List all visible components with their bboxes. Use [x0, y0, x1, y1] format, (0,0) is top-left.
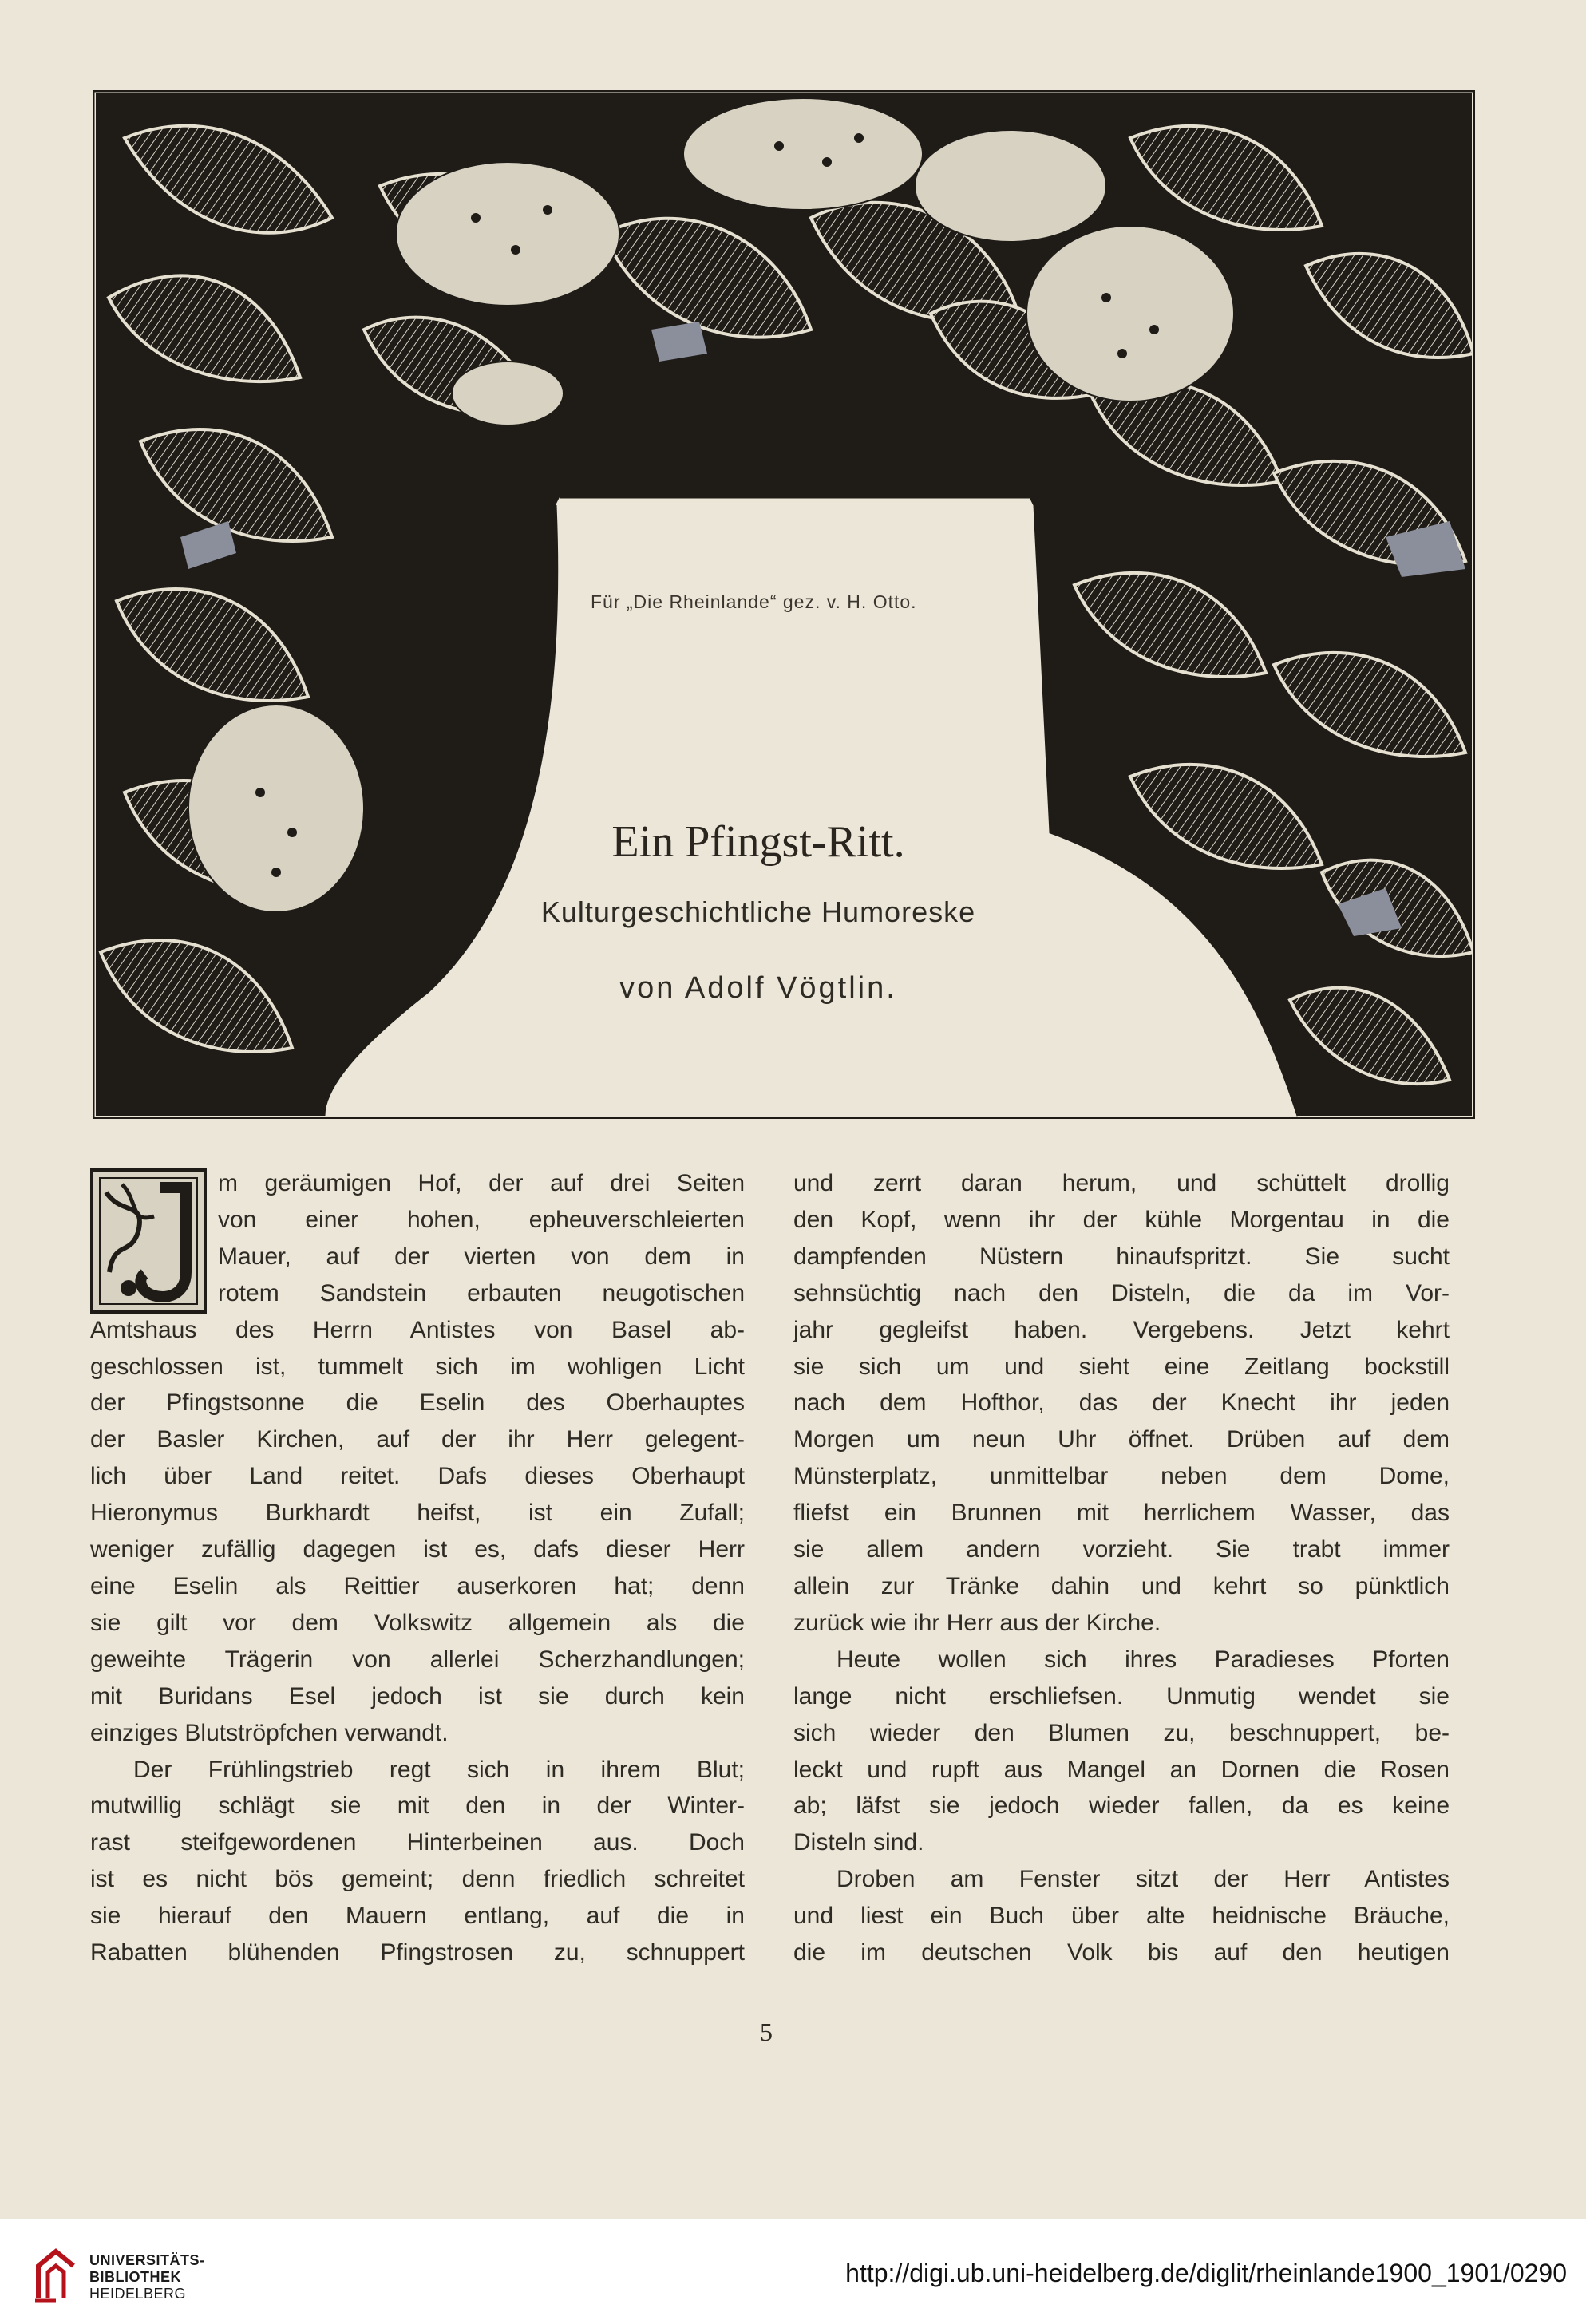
- text-line: leckt und rupft aus Mangel an Dornen die Rosen: [793, 1756, 1450, 1783]
- text-line: fliefst ein Brunnen mit herrlichem Wasser, das: [793, 1500, 1450, 1527]
- library-name-line: BIBLIOTHEK: [89, 2269, 181, 2285]
- library-name-line: UNIVERSITÄTS-: [89, 2252, 205, 2268]
- text-line: nach dem Hofthor, das der Knecht ihr jeden: [793, 1389, 1450, 1417]
- text-line: Mauer, auf der vierten von dem in: [218, 1243, 745, 1270]
- text-line: der Basler Kirchen, auf der ihr Herr gelegent-: [90, 1426, 745, 1453]
- text-line: allein zur Tränke dahin und kehrt so pünktlich: [793, 1572, 1450, 1599]
- text-line: ab; läfst sie jedoch wieder fallen, da es keine: [793, 1792, 1450, 1820]
- page-number: 5: [760, 2018, 773, 2046]
- text-line: rotem Sandstein erbauten neugotischen: [218, 1279, 745, 1306]
- text-line: Der Frühlingstrieb regt sich in ihrem Blut;: [133, 1756, 745, 1783]
- library-name-line: HEIDELBERG: [89, 2286, 187, 2302]
- article-title: Ein Pfingst-Ritt.: [611, 817, 905, 867]
- text-line: geschlossen ist, tummelt sich im wohligen Licht: [90, 1353, 745, 1380]
- text-line: lich über Land reitet. Dafs dieses Oberhaupt: [90, 1463, 745, 1490]
- text-line: weniger zufällig dagegen ist es, dafs dieser Herr: [90, 1536, 745, 1563]
- article-author: von Adolf Vögtlin.: [619, 971, 897, 1005]
- right-text-column: [793, 1165, 1450, 1971]
- text-line: sich wieder den Blumen zu, beschnuppert, be-: [793, 1719, 1450, 1746]
- text-line: zurück wie ihr Herr aus der Kirche.: [793, 1609, 1161, 1636]
- text-line: Rabatten blühenden Pfingstrosen zu, schnuppert: [90, 1939, 745, 1966]
- text-line: Münsterplatz, unmittelbar neben dem Dome,: [793, 1463, 1450, 1490]
- text-line: sie allem andern vorzieht. Sie trabt immer: [793, 1536, 1450, 1563]
- article-subtitle: Kulturgeschichtliche Humoreske: [540, 895, 976, 928]
- text-line: geweihte Trägerin von allerlei Scherzhandlungen;: [90, 1646, 745, 1673]
- source-url-link[interactable]: http://digi.ub.uni-heidelberg.de/diglit/rheinlande1900_1901/0290: [845, 2259, 1567, 2287]
- text-line: mutwillig schlägt sie mit den in der Winter-: [90, 1792, 745, 1820]
- text-line: Heute wollen sich ihres Paradieses Pforten: [837, 1646, 1450, 1673]
- text-line: Droben am Fenster sitzt der Herr Antistes: [837, 1866, 1450, 1893]
- illustration-credit: Für „Die Rheinlande“ gez. v. H. Otto.: [591, 591, 917, 612]
- text-line: einziges Blutströpfchen verwandt.: [90, 1719, 449, 1746]
- text-line: Hieronymus Burkhardt heifst, ist ein Zufall;: [90, 1500, 745, 1527]
- text-line: der Pfingstsonne die Eselin des Oberhauptes: [90, 1389, 745, 1417]
- text-line: ist es nicht bös gemeint; denn friedlich schreitet: [90, 1866, 745, 1893]
- text-line: sie hierauf den Mauern entlang, auf die in: [90, 1903, 745, 1930]
- text-line: Disteln sind.: [793, 1829, 924, 1856]
- text-line: sie gilt vor dem Volkswitz allgemein als die: [90, 1609, 745, 1636]
- text-line: dampfenden Nüstern hinaufspritzt. Sie sucht: [793, 1243, 1450, 1270]
- text-line: jahr gegleifst haben. Vergebens. Jetzt kehrt: [793, 1316, 1450, 1343]
- text-line: und zerrt daran herum, und schüttelt drollig: [793, 1170, 1450, 1196]
- text-line: mit Buridans Esel jedoch ist sie durch kein: [90, 1682, 745, 1709]
- text-line: lange nicht erschliefsen. Unmutig wendet sie: [793, 1682, 1450, 1709]
- library-name: [89, 2252, 205, 2302]
- text-line: sie sich um und sieht eine Zeitlang bockstill: [793, 1353, 1450, 1380]
- text-line: rast steifgewordenen Hinterbeinen aus. Doch: [90, 1829, 745, 1856]
- text-line: sehnsüchtig nach den Disteln, die da im Vor-: [793, 1279, 1450, 1306]
- text-line: m geräumigen Hof, der auf drei Seiten: [218, 1170, 745, 1196]
- left-text-column: [90, 1165, 745, 1971]
- text-line: von einer hohen, epheuverschleierten: [218, 1206, 745, 1233]
- text-line: die im deutschen Volk bis auf den heutigen: [793, 1939, 1450, 1966]
- university-library-logo-icon: [32, 2247, 80, 2304]
- text-line: den Kopf, wenn ihr der kühle Morgentau in die: [793, 1206, 1450, 1233]
- text-line: eine Eselin als Reittier auserkoren hat; denn: [90, 1572, 745, 1599]
- text-line: und liest ein Buch über alte heidnische Bräuche,: [793, 1903, 1450, 1930]
- text-line: Morgen um neun Uhr öffnet. Drüben auf dem: [793, 1426, 1450, 1453]
- text-line: Amtshaus des Herrn Antistes von Basel ab-: [90, 1316, 745, 1343]
